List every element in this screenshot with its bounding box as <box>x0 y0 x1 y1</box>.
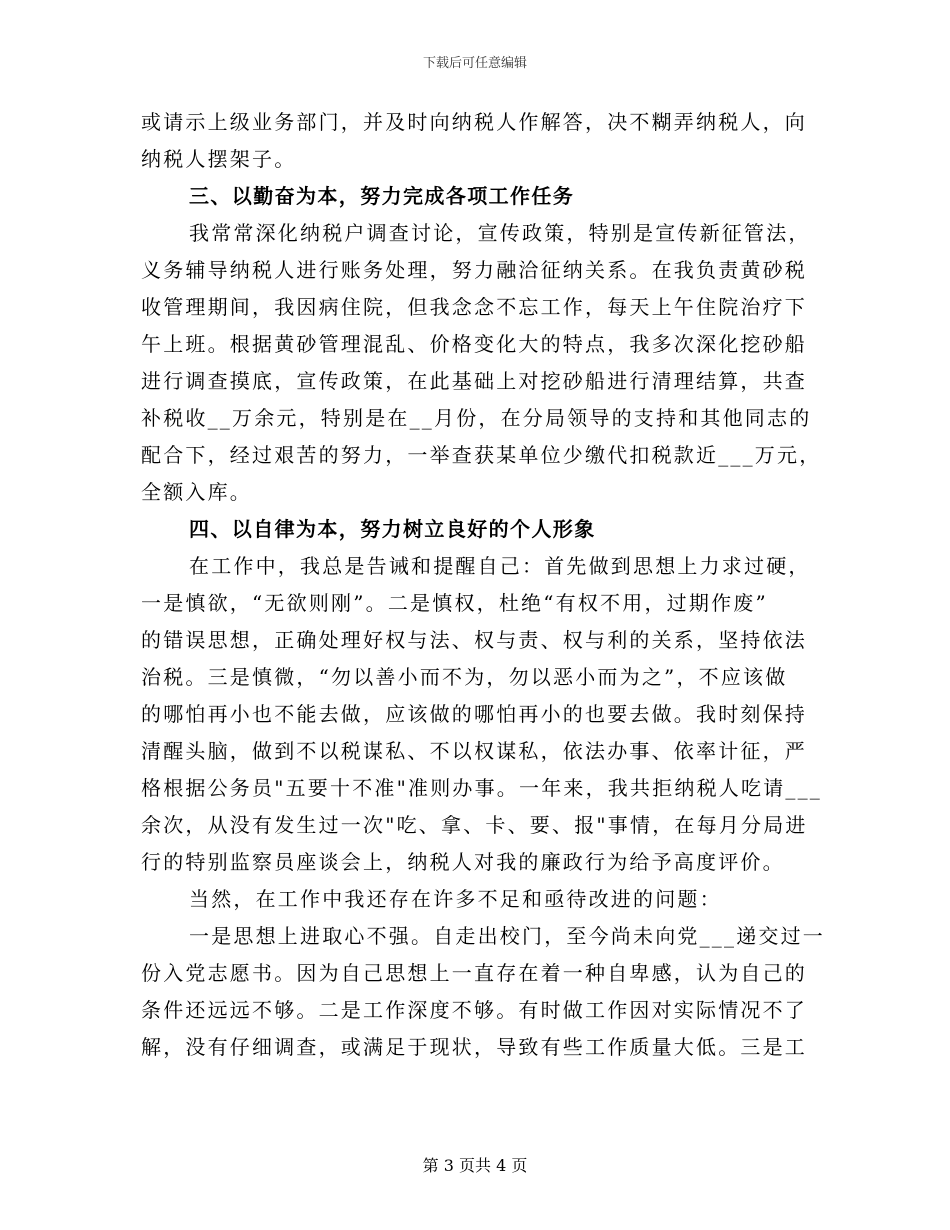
paragraph-line: 的哪怕再小也不能去做，应该做的哪怕再小的也要去做。我时刻保持 <box>141 702 807 726</box>
page-number-footer: 第 3 页共 4 页 <box>422 1156 528 1175</box>
paragraph-line: 进行调查摸底，宣传政策，在此基础上对挖砂船进行清理结算，共查 <box>141 369 807 393</box>
paragraph-line: 收管理期间，我因病住院，但我念念不忘工作，每天上午住院治疗下 <box>141 295 807 319</box>
paragraph-line: 份入党志愿书。因为自己思想上一直存在着一种自卑感，认为自己的 <box>141 961 807 985</box>
paragraph-line: 治税。三是慎微，“勿以善小而不为，勿以恶小而为之”，不应该做 <box>141 665 788 689</box>
paragraph-line: 或请示上级业务部门，并及时向纳税人作解答，决不糊弄纳税人，向 <box>141 110 807 134</box>
paragraph-line: 纳税人摆架子。 <box>141 147 297 171</box>
paragraph-line: 当然，在工作中我还存在许多不足和亟待改进的问题： <box>189 887 722 911</box>
paragraph-line: 清醒头脑，做到不以税谋私、不以权谋私，依法办事、依率计征，严 <box>141 739 807 763</box>
paragraph-line: 一是思想上进取心不强。自走出校门，至今尚未向党___递交过一 <box>189 924 825 948</box>
paragraph-line: 午上班。根据黄砂管理混乱、价格变化大的特点，我多次深化挖砂船 <box>141 332 807 356</box>
paragraph-line: 格根据公务员"五要十不准"准则办事。一年来，我共拒纳税人吃请___ <box>141 776 822 800</box>
paragraph-line: 配合下，经过艰苦的努力，一举查获某单位少缴代扣税款近___万元， <box>141 443 822 467</box>
paragraph-line: 行的特别监察员座谈会上，纳税人对我的廉政行为给予高度评价。 <box>141 850 785 874</box>
paragraph-line: 解，没有仔细调查，或满足于现状，导致有些工作质量大低。三是工 <box>141 1035 807 1059</box>
paragraph-line: 补税收__万余元，特别是在__月份，在分局领导的支持和其他同志的 <box>141 406 812 430</box>
paragraph-line: 余次，从没有发生过一次"吃、拿、卡、要、报"事情，在每月分局进 <box>141 813 808 837</box>
paragraph-line: 的错误思想，正确处理好权与法、权与责、权与利的关系，坚持依法 <box>141 628 807 652</box>
paragraph-line: 我常常深化纳税户调查讨论，宣传政策，特别是宣传新征管法， <box>189 221 811 245</box>
paragraph-line: 义务辅导纳税人进行账务处理，努力融洽征纳关系。在我负责黄砂税 <box>141 258 807 282</box>
document-body <box>141 104 825 1066</box>
paragraph-line: 一是慎欲，“无欲则刚”。二是慎权，杜绝“有权不用，过期作废” <box>141 591 768 615</box>
paragraph-line: 条件还远远不够。二是工作深度不够。有时做工作因对实际情况不了 <box>141 998 807 1022</box>
section-heading: 三、以勤奋为本，努力完成各项工作任务 <box>189 184 575 208</box>
section-heading: 四、以自律为本，努力树立良好的个人形象 <box>189 517 596 541</box>
page-header: 下载后可任意编辑 <box>422 56 527 71</box>
paragraph-line: 全额入库。 <box>141 480 252 504</box>
paragraph-line: 在工作中，我总是告诫和提醒自己：首先做到思想上力求过硬， <box>189 554 811 578</box>
